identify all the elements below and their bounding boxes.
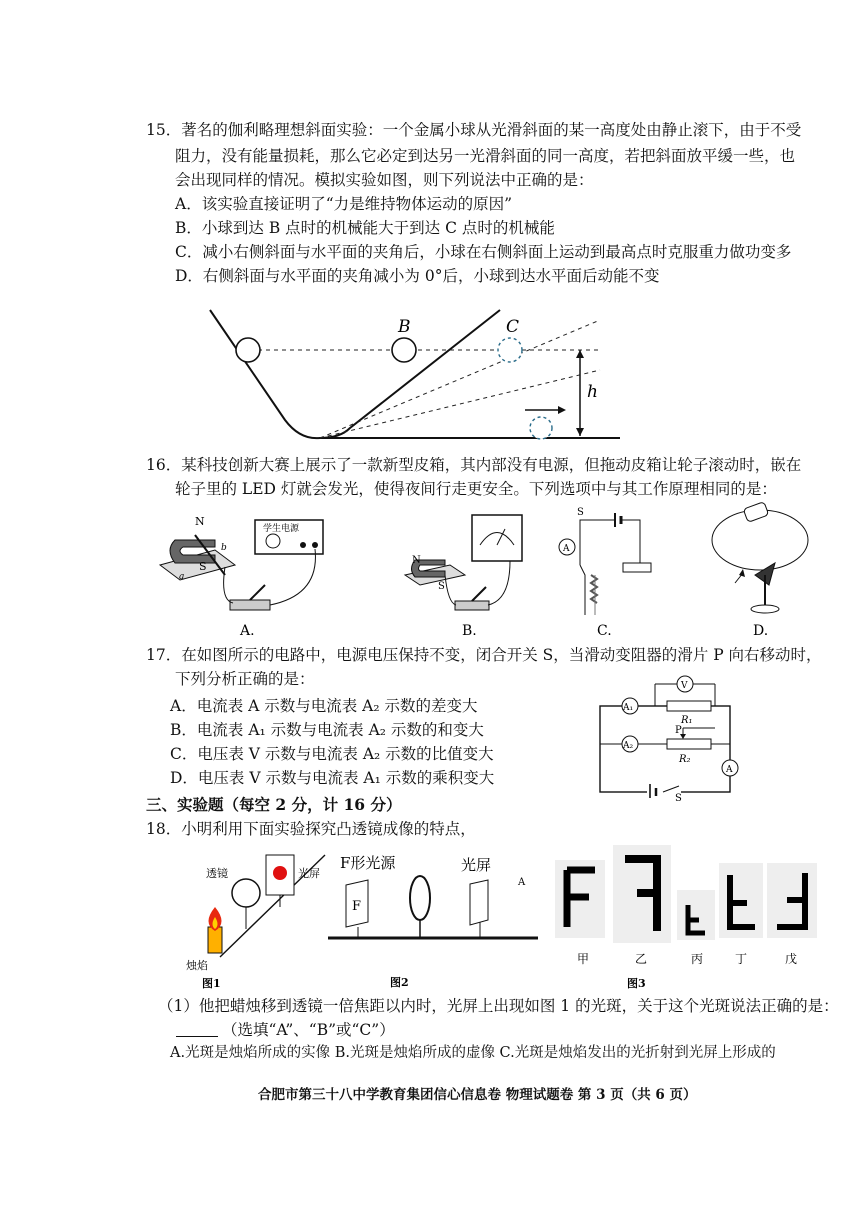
ammeter-a-label: A bbox=[726, 765, 733, 775]
fig2-caption: 图2 bbox=[390, 976, 409, 989]
lens-label: 透镜 bbox=[206, 867, 228, 880]
fig3-caption: 图3 bbox=[627, 977, 646, 990]
label-yi: 乙 bbox=[635, 952, 648, 966]
q18-sub1-line2: （选填“A”、“B”或“C”） bbox=[222, 1021, 395, 1039]
ammeter-label: A bbox=[563, 544, 570, 554]
q16-option-d-figure bbox=[705, 495, 815, 639]
option-c-label: C. bbox=[597, 623, 612, 639]
q15-line1: 15．著名的伽利略理想斜面实验：一个金属小球从光滑斜面的某一高度处由静止滚下，由于不受 bbox=[146, 121, 802, 139]
option-a-label: A. bbox=[240, 623, 255, 639]
q15-option-c: C．减小右侧斜面与水平面的夹角后，小球在右侧斜面上运动到最高点时克服重力做功变多 bbox=[175, 243, 792, 261]
n-label: N bbox=[412, 555, 421, 566]
q15-option-b: B．小球到达 B 点时的机械能大于到达 C 点时的机械能 bbox=[175, 219, 555, 237]
q15-option-d: D．右侧斜面与水平面的夹角减小为 0°后，小球到达水平面后动能不变 bbox=[175, 267, 660, 285]
a-label: a bbox=[179, 572, 185, 582]
screen-label: 光屏 bbox=[298, 867, 320, 880]
ammeter-a1-label: A₁ bbox=[623, 703, 634, 713]
power-label: 学生电源 bbox=[263, 524, 300, 534]
section-3-heading: 三、实验题（每空 2 分，计 16 分） bbox=[146, 795, 402, 814]
q16-line2: 轮子里的 LED 灯就会发光，使得夜间行走更安全。下列选项中与其工作原理相同的是： bbox=[175, 480, 777, 498]
b-label: b bbox=[221, 543, 227, 553]
fig1-caption: 图1 bbox=[202, 977, 221, 990]
q15-line3: 会出现同样的情况。模拟实验如图，则下列说法中正确的是： bbox=[175, 171, 594, 189]
q16-option-a-figure bbox=[155, 505, 335, 639]
s-label: S bbox=[438, 581, 445, 592]
r1-label: R₁ bbox=[681, 715, 693, 726]
label-ding: 丁 bbox=[735, 952, 748, 966]
page-footer: 合肥市第三十八中学教育集团信心信息卷 物理试题卷 第 3 页（共 6 页） bbox=[258, 1087, 697, 1103]
q16-option-c-figure bbox=[555, 505, 665, 639]
s-label: S bbox=[199, 560, 207, 573]
q17-option-a: A．电流表 A 示数与电流表 A₂ 示数的差变大 bbox=[170, 697, 478, 715]
q18-fig3 bbox=[555, 845, 825, 995]
switch-s-label: S bbox=[675, 793, 682, 804]
voltmeter-label: V bbox=[681, 681, 688, 691]
q18-answer-blank[interactable] bbox=[176, 1036, 218, 1037]
switch-label: S bbox=[577, 507, 584, 518]
q18-sub1-options: A.光斑是烛焰所成的实像 B.光斑是烛焰所成的虚像 C.光斑是烛焰发出的光折射到光屏上形成的 bbox=[170, 1045, 776, 1061]
n-label: N bbox=[195, 515, 205, 528]
flame-label: 烛焰 bbox=[186, 959, 208, 972]
label-bing: 丙 bbox=[691, 952, 704, 966]
q16-option-b-figure bbox=[400, 505, 540, 639]
q18-fig1 bbox=[180, 845, 330, 990]
q18-line1: 18．小明利用下面实验探究凸透镜成像的特点， bbox=[146, 820, 476, 838]
q17-line1: 17．在如图所示的电路中，电源电压保持不变，闭合开关 S，当滑动变阻器的滑片 P 向右移动时， bbox=[146, 646, 822, 664]
q18-sub1-line1: （1）他把蜡烛移到透镜一倍焦距以内时，光屏上出现如图 1 的光斑，关于这个光斑说法正确的是： bbox=[158, 997, 839, 1015]
label-wu: 戊 bbox=[785, 952, 798, 966]
q17-circuit-figure bbox=[595, 672, 745, 802]
option-b-label: B. bbox=[462, 623, 477, 639]
q18-fig2 bbox=[328, 850, 538, 990]
eye-label: A bbox=[518, 877, 526, 888]
f-letter: F bbox=[352, 899, 362, 914]
ammeter-a2-label: A₂ bbox=[623, 741, 634, 751]
q15-option-a: A．该实验直接证明了“力是维持物体运动的原因” bbox=[175, 195, 513, 213]
screen-label: 光屏 bbox=[461, 856, 492, 874]
label-jia: 甲 bbox=[577, 952, 590, 966]
q17-option-b: B．电流表 A₁ 示数与电流表 A₂ 示数的和变大 bbox=[170, 721, 484, 739]
q15-incline-figure bbox=[200, 300, 620, 450]
label-h: h bbox=[587, 382, 598, 402]
q17-line2: 下列分析正确的是： bbox=[175, 670, 315, 688]
label-b: B bbox=[398, 317, 411, 337]
light-source-label: F形光源 bbox=[340, 854, 396, 872]
q17-option-c: C．电压表 V 示数与电流表 A₂ 示数的比值变大 bbox=[170, 745, 494, 763]
q15-line2: 阻力，没有能量损耗，那么它必定到达另一光滑斜面的同一高度，若把斜面放平缓一些，也 bbox=[175, 147, 796, 165]
option-d-label: D. bbox=[753, 623, 769, 639]
slider-p-label: P bbox=[675, 725, 682, 736]
q16-line1: 16．某科技创新大赛上展示了一款新型皮箱，其内部没有电源，但拖动皮箱让轮子滚动时，嵌在 bbox=[146, 456, 802, 474]
label-c: C bbox=[506, 317, 520, 337]
r2-label: R₂ bbox=[679, 754, 691, 765]
q17-option-d: D．电压表 V 示数与电流表 A₁ 示数的乘积变大 bbox=[170, 769, 495, 787]
